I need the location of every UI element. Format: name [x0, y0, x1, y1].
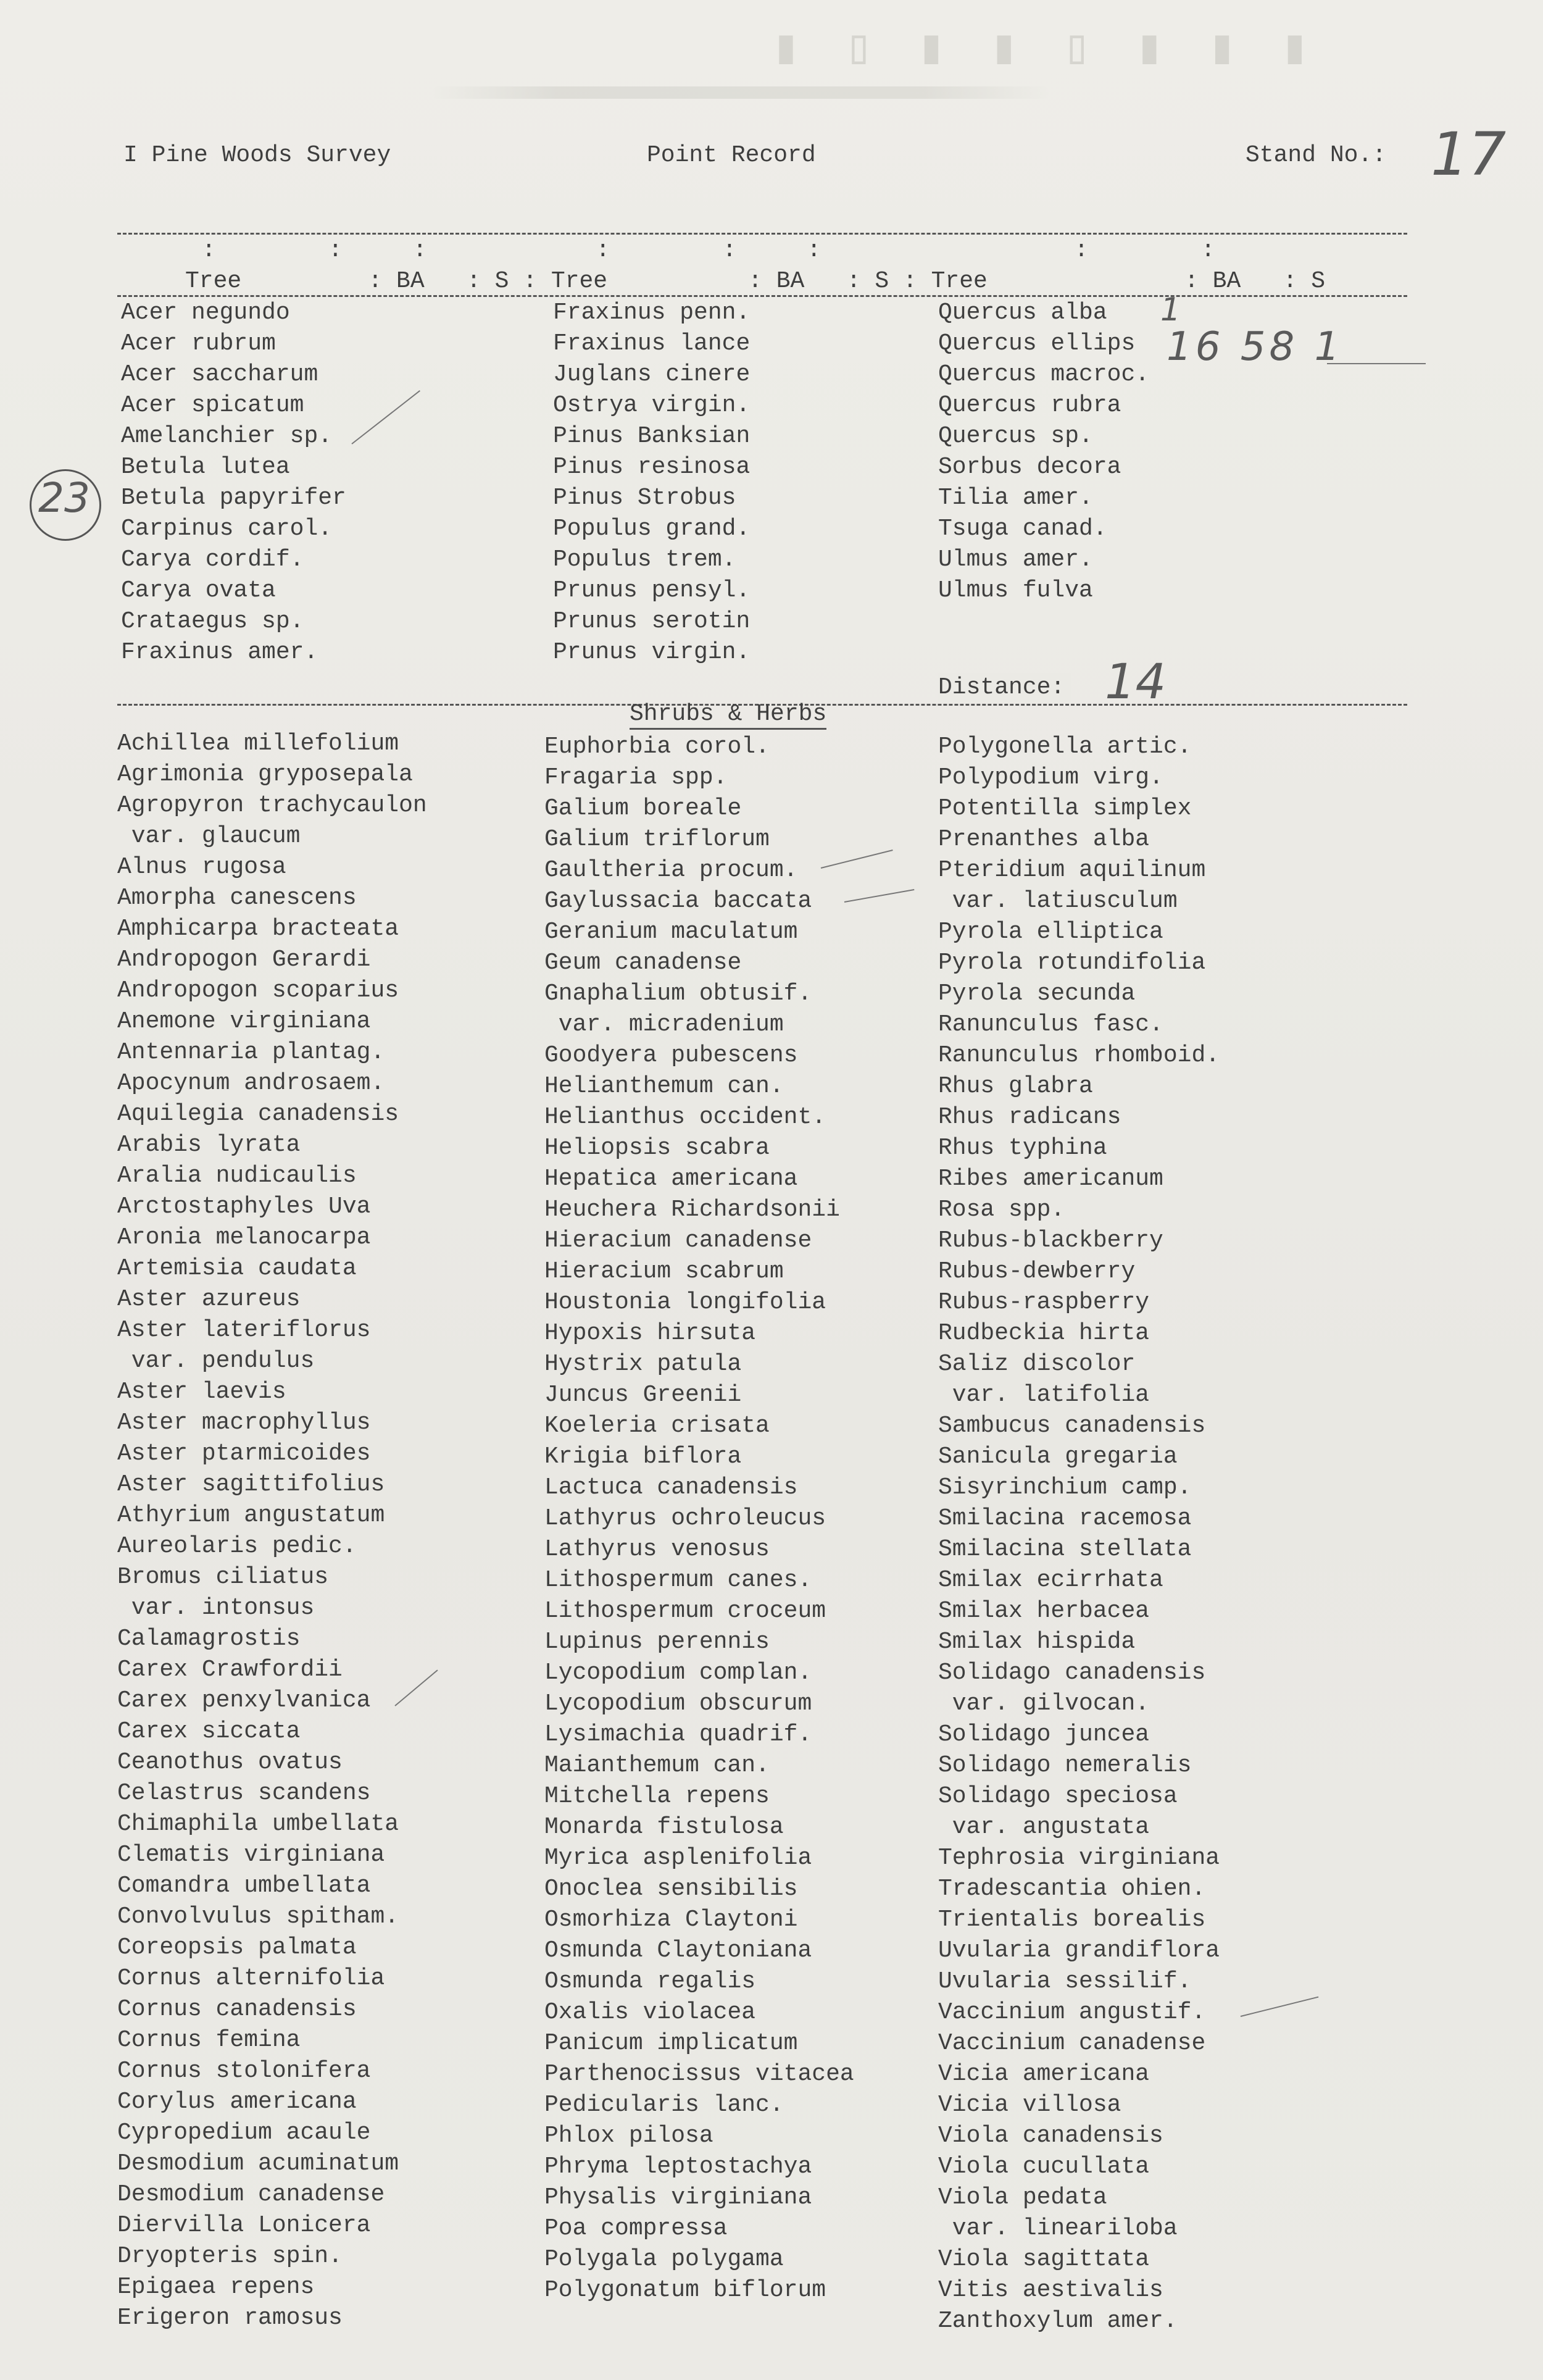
shrub-herb-species: Polygala polygama	[544, 2246, 784, 2273]
tree-species: Quercus alba	[938, 299, 1107, 326]
tree-species: Betula lutea	[121, 454, 290, 480]
shrub-herb-species: Pedicularis lanc.	[544, 2092, 784, 2118]
bleed-through-text: ▮ ▯ ▮ ▮ ▯ ▮ ▮ ▮	[772, 23, 1317, 77]
shrub-herb-species: Pyrola rotundifolia	[938, 950, 1206, 976]
shrub-herb-species: Physalis virginiana	[544, 2184, 812, 2211]
tree-species: Tsuga canad.	[938, 516, 1107, 542]
shrub-herb-species: Goodyera pubescens	[544, 1042, 798, 1069]
tree-species: Acer saccharum	[121, 361, 318, 388]
shrub-herb-species: Sambucus canadensis	[938, 1413, 1206, 1439]
shrub-herb-species: Amphicarpa bracteata	[117, 916, 399, 942]
shrub-herb-species: var. micradenium	[544, 1011, 784, 1038]
shrub-herb-species: Carex siccata	[117, 1718, 301, 1745]
shrub-herb-species: Monarda fistulosa	[544, 1814, 784, 1840]
shrub-herb-species: var. angustata	[938, 1814, 1150, 1840]
shrub-herb-species: Parthenocissus vitacea	[544, 2061, 854, 2087]
shrub-herb-species: Lycopodium obscurum	[544, 1690, 812, 1717]
shrub-herb-species: Calamagrostis	[117, 1626, 301, 1652]
shrub-herb-species: Desmodium canadense	[117, 2181, 385, 2208]
tree-species: Ostrya virgin.	[553, 392, 751, 419]
shrub-herb-species: Helianthus occident.	[544, 1104, 826, 1130]
shrub-herb-species: Vicia americana	[938, 2061, 1150, 2087]
tree-species: Ulmus fulva	[938, 577, 1093, 604]
shrub-herb-species: Andropogon Gerardi	[117, 946, 371, 973]
shrub-herb-species: Solidago speciosa	[938, 1783, 1178, 1810]
shrub-herb-species: Hepatica americana	[544, 1166, 798, 1192]
shrub-herb-species: Viola pedata	[938, 2184, 1107, 2211]
tree-species: Acer spicatum	[121, 392, 304, 419]
shrub-herb-species: Cornus alternifolia	[117, 1965, 385, 1992]
shrub-herb-species: Aster sagittifolius	[117, 1471, 385, 1498]
tree-species: Quercus sp.	[938, 423, 1093, 449]
tree-species: Populus grand.	[553, 516, 751, 542]
shrub-herb-species: Athyrium angustatum	[117, 1502, 385, 1529]
shrub-herb-species: Aster ptarmicoides	[117, 1440, 371, 1467]
shrub-herb-species: Aureolaris pedic.	[117, 1533, 357, 1560]
tree-species: Fraxinus penn.	[553, 299, 751, 326]
shrubs-column-1	[117, 729, 427, 2334]
shrub-herb-species: Lycopodium complan.	[544, 1660, 812, 1686]
shrub-herb-species: Polygonatum biflorum	[544, 2277, 826, 2303]
shrub-herb-species: Helianthemum can.	[544, 1073, 784, 1100]
record-title: Point Record	[647, 142, 816, 169]
shrub-herb-species: Hypoxis hirsuta	[544, 1320, 756, 1347]
tree-species: Pinus Strobus	[553, 485, 736, 511]
shrub-herb-species: Phryma leptostachya	[544, 2153, 812, 2180]
shrub-herb-species: Galium boreale	[544, 795, 742, 822]
shrub-herb-species: Potentilla simplex	[938, 795, 1192, 822]
tree-species: Ulmus amer.	[938, 546, 1093, 573]
shrub-herb-species: Prenanthes alba	[938, 826, 1150, 853]
shrub-herb-species: Myrica asplenifolia	[544, 1845, 812, 1871]
shrub-herb-species: Fragaria spp.	[544, 764, 728, 791]
tree-column-1	[121, 298, 346, 668]
shrub-herb-species: Smilax ecirrhata	[938, 1567, 1163, 1593]
shrub-herb-species: Epigaea repens	[117, 2274, 315, 2300]
shrub-herb-species: var. latiusculum	[938, 888, 1178, 914]
shrub-herb-species: Houstonia longifolia	[544, 1289, 826, 1316]
shrub-herb-species: Rubus-dewberry	[938, 1258, 1136, 1285]
tree-species: Juglans cinere	[553, 361, 751, 388]
tree-species: Fraxinus lance	[553, 330, 751, 357]
shrub-herb-species: Osmunda regalis	[544, 1968, 756, 1995]
shrub-herb-species: Aster laevis	[117, 1379, 286, 1405]
shrub-herb-species: Amorpha canescens	[117, 885, 357, 911]
shrub-herb-species: Andropogon scoparius	[117, 977, 399, 1004]
shrub-herb-species: Corylus americana	[117, 2089, 357, 2115]
shrub-herb-species: Uvularia sessilif.	[938, 1968, 1192, 1995]
shrubs-column-2	[544, 732, 854, 2306]
tree-species: Carpinus carol.	[121, 516, 333, 542]
shrub-herb-species: Viola cucullata	[938, 2153, 1150, 2180]
tree-species: Quercus ellips	[938, 330, 1136, 357]
shrub-herb-species: Vitis aestivalis	[938, 2277, 1163, 2303]
shrub-herb-species: Geum canadense	[544, 950, 742, 976]
shrub-herb-species: Solidago nemeralis	[938, 1752, 1192, 1779]
distance-value-handwritten: 14	[1105, 654, 1167, 710]
shrubs-column-3	[938, 732, 1220, 2337]
shrub-herb-species: Lathyrus ochroleucus	[544, 1505, 826, 1532]
shrub-herb-species: Euphorbia corol.	[544, 733, 770, 760]
shrub-herb-species: Uvularia grandiflora	[938, 1937, 1220, 1964]
shrub-herb-species: Carex Crawfordii	[117, 1656, 343, 1683]
shrub-herb-species: Maianthemum can.	[544, 1752, 770, 1779]
shrub-herb-species: Panicum implicatum	[544, 2030, 798, 2056]
shrub-herb-species: Tephrosia virginiana	[938, 1845, 1220, 1871]
bleed-through-smudge	[432, 86, 1049, 99]
shrub-herb-species: Zanthoxylum amer.	[938, 2308, 1178, 2334]
shrub-herb-species: Sisyrinchium camp.	[938, 1474, 1192, 1501]
shrub-herb-species: Polypodium virg.	[938, 764, 1163, 791]
tree-species: Fraxinus amer.	[121, 639, 318, 666]
tree-species: Carya cordif.	[121, 546, 304, 573]
shrub-herb-species: var. lineariloba	[938, 2215, 1178, 2242]
tree-colon-row: : : : : : : : :	[117, 237, 1215, 264]
shrub-herb-species: Hieracium canadense	[544, 1227, 812, 1254]
tree-column-3	[938, 298, 1149, 606]
tree-species: Pinus resinosa	[553, 454, 751, 480]
shrub-herb-species: Galium triflorum	[544, 826, 770, 853]
shrub-herb-species: Ranunculus fasc.	[938, 1011, 1163, 1038]
shrub-herb-species: Gaylussacia baccata	[544, 888, 812, 914]
shrub-herb-species: Dryopteris spin.	[117, 2243, 343, 2269]
shrub-herb-species: Agropyron trachycaulon	[117, 792, 427, 819]
shrub-herb-species: Viola sagittata	[938, 2246, 1150, 2273]
shrub-herb-species: Pyrola elliptica	[938, 919, 1163, 945]
shrub-herb-species: Alnus rugosa	[117, 854, 286, 880]
tree-species: Tilia amer.	[938, 485, 1093, 511]
shrub-herb-species: Koeleria crisata	[544, 1413, 770, 1439]
shrub-herb-species: Arabis lyrata	[117, 1132, 301, 1158]
shrub-herb-species: var. latifolia	[938, 1382, 1150, 1408]
shrub-herb-species: Mitchella repens	[544, 1783, 770, 1810]
shrub-herb-species: Anemone virginiana	[117, 1008, 371, 1035]
tree-species: Crataegus sp.	[121, 608, 304, 635]
shrub-herb-species: Heliopsis scabra	[544, 1135, 770, 1161]
shrub-herb-species: Vaccinium angustif.	[938, 1999, 1206, 2026]
shrub-herb-species: Desmodium acuminatum	[117, 2150, 399, 2177]
shrub-herb-species: Smilacina racemosa	[938, 1505, 1192, 1532]
shrub-herb-species: Rosa spp.	[938, 1196, 1065, 1223]
tree-species: Betula papyrifer	[121, 485, 346, 511]
tree-species: Populus trem.	[553, 546, 736, 573]
distance-label: Distance:	[938, 673, 1071, 703]
shrub-herb-species: Tradescantia ohien.	[938, 1876, 1206, 1902]
shrub-herb-species: Smilax herbacea	[938, 1598, 1150, 1624]
shrub-herb-species: Cypropedium acaule	[117, 2119, 371, 2146]
survey-title: I Pine Woods Survey	[123, 142, 391, 169]
shrub-herb-species: Sanicula gregaria	[938, 1443, 1178, 1470]
underline-mark	[1327, 363, 1426, 364]
shrub-herb-species: Aster lateriflorus	[117, 1317, 371, 1343]
shrub-herb-species: Lactuca canadensis	[544, 1474, 798, 1501]
quercus-alba-ba-handwritten: 1	[1160, 291, 1181, 328]
shrub-herb-species: Polygonella artic.	[938, 733, 1192, 760]
shrub-herb-species: var. pendulus	[117, 1348, 315, 1374]
tree-species: Quercus macroc.	[938, 361, 1150, 388]
tree-species: Quercus rubra	[938, 392, 1121, 419]
shrub-herb-species: Chimaphila umbellata	[117, 1811, 399, 1837]
shrub-herb-species: Krigia biflora	[544, 1443, 742, 1470]
quercus-ellips-values-handwritten: 16 58 1	[1167, 324, 1344, 370]
shrub-herb-species: Agrimonia gryposepala	[117, 761, 413, 788]
shrub-herb-species: Gnaphalium obtusif.	[544, 980, 812, 1007]
shrub-herb-species: Lithospermum canes.	[544, 1567, 812, 1593]
shrub-herb-species: Oxalis violacea	[544, 1999, 756, 2026]
circled-number-handwritten: 23	[38, 474, 90, 522]
shrub-herb-species: Phlox pilosa	[544, 2123, 713, 2149]
shrub-herb-species: Coreopsis palmata	[117, 1934, 357, 1961]
shrub-herb-species: Ranunculus rhomboid.	[938, 1042, 1220, 1069]
shrub-herb-species: Lithospermum croceum	[544, 1598, 826, 1624]
shrub-herb-species: Lathyrus venosus	[544, 1536, 770, 1563]
shrub-herb-species: var. gilvocan.	[938, 1690, 1150, 1717]
shrub-herb-species: Rhus typhina	[938, 1135, 1107, 1161]
shrub-herb-species: Cornus canadensis	[117, 1996, 357, 2023]
shrub-herb-species: Onoclea sensibilis	[544, 1876, 798, 1902]
shrub-herb-species: Vicia villosa	[938, 2092, 1121, 2118]
shrub-herb-species: Pyrola secunda	[938, 980, 1136, 1007]
shrub-herb-species: Bromus ciliatus	[117, 1564, 329, 1590]
shrub-herb-species: Artemisia caudata	[117, 1255, 357, 1282]
shrub-herb-species: Aronia melanocarpa	[117, 1224, 371, 1251]
shrub-herb-species: Juncus Greenii	[544, 1382, 742, 1408]
tree-species: Acer rubrum	[121, 330, 276, 357]
shrub-herb-species: Vaccinium canadense	[938, 2030, 1206, 2056]
shrub-herb-species: var. glaucum	[117, 823, 301, 850]
tree-header-row: Tree : BA : S : Tree : BA : S : Tree : BA : S	[185, 268, 1326, 294]
shrub-herb-species: Carex penxylvanica	[117, 1687, 371, 1714]
shrub-herb-species: Osmunda Claytoniana	[544, 1937, 812, 1964]
shrub-herb-species: Geranium maculatum	[544, 919, 798, 945]
shrub-herb-species: Viola canadensis	[938, 2123, 1163, 2149]
shrub-herb-species: Solidago juncea	[938, 1721, 1150, 1748]
tree-species: Carya ovata	[121, 577, 276, 604]
shrub-herb-species: Clematis virginiana	[117, 1842, 385, 1868]
tree-species: Acer negundo	[121, 299, 290, 326]
shrub-herb-species: Poa compressa	[544, 2215, 728, 2242]
shrub-herb-species: Erigeron ramosus	[117, 2305, 343, 2331]
shrub-herb-species: Rubus-blackberry	[938, 1227, 1163, 1254]
shrub-herb-species: Convolvulus spitham.	[117, 1903, 399, 1930]
shrub-herb-species: Lupinus perennis	[544, 1629, 770, 1655]
shrub-herb-species: Diervilla Lonicera	[117, 2212, 371, 2239]
divider-header	[117, 295, 1407, 297]
shrub-herb-species: Aralia nudicaulis	[117, 1163, 357, 1189]
shrub-herb-species: Lysimachia quadrif.	[544, 1721, 812, 1748]
shrub-herb-species: Celastrus scandens	[117, 1780, 371, 1806]
shrub-herb-species: Hieracium scabrum	[544, 1258, 784, 1285]
shrub-herb-species: Apocynum androsaem.	[117, 1070, 385, 1096]
shrubs-herbs-title: Shrubs & Herbs	[630, 701, 826, 730]
shrub-herb-species: Achillea millefolium	[117, 730, 399, 757]
stand-number-handwritten: 17	[1431, 120, 1507, 189]
shrub-herb-species: Aster azureus	[117, 1286, 301, 1313]
tree-species: Sorbus decora	[938, 454, 1121, 480]
shrub-herb-species: Trientalis borealis	[938, 1906, 1206, 1933]
tree-species: Prunus pensyl.	[553, 577, 751, 604]
shrub-herb-species: Hystrix patula	[544, 1351, 742, 1377]
tree-column-2	[553, 298, 750, 668]
shrub-herb-species: Rubus-raspberry	[938, 1289, 1150, 1316]
shrub-herb-species: Rhus radicans	[938, 1104, 1121, 1130]
shrub-herb-species: Ceanothus ovatus	[117, 1749, 343, 1776]
shrub-herb-species: Solidago canadensis	[938, 1660, 1206, 1686]
stand-label: Stand No.:	[1246, 142, 1387, 169]
shrub-herb-species: Heuchera Richardsonii	[544, 1196, 840, 1223]
shrub-herb-species: var. intonsus	[117, 1595, 315, 1621]
tree-species: Prunus virgin.	[553, 639, 751, 666]
tree-species: Amelanchier sp.	[121, 423, 333, 449]
shrub-herb-species: Rhus glabra	[938, 1073, 1093, 1100]
shrub-herb-species: Osmorhiza Claytoni	[544, 1906, 798, 1933]
shrub-herb-species: Antennaria plantag.	[117, 1039, 385, 1066]
divider-top	[117, 233, 1407, 235]
shrub-herb-species: Aquilegia canadensis	[117, 1101, 399, 1127]
shrub-herb-species: Comandra umbellata	[117, 1873, 371, 1899]
shrub-herb-species: Cornus femina	[117, 2027, 301, 2053]
shrub-herb-species: Smilax hispida	[938, 1629, 1136, 1655]
shrub-herb-species: Smilacina stellata	[938, 1536, 1192, 1563]
shrub-herb-species: Ribes americanum	[938, 1166, 1163, 1192]
shrub-herb-species: Aster macrophyllus	[117, 1409, 371, 1436]
tree-species: Prunus serotin	[553, 608, 751, 635]
shrub-herb-species: Cornus stolonifera	[117, 2058, 371, 2084]
shrub-herb-species: Gaultheria procum.	[544, 857, 798, 883]
shrub-herb-species: Arctostaphyles Uva	[117, 1193, 371, 1220]
shrub-herb-species: Pteridium aquilinum	[938, 857, 1206, 883]
tree-species: Pinus Banksian	[553, 423, 751, 449]
shrub-herb-species: Rudbeckia hirta	[938, 1320, 1150, 1347]
shrub-herb-species: Saliz discolor	[938, 1351, 1136, 1377]
